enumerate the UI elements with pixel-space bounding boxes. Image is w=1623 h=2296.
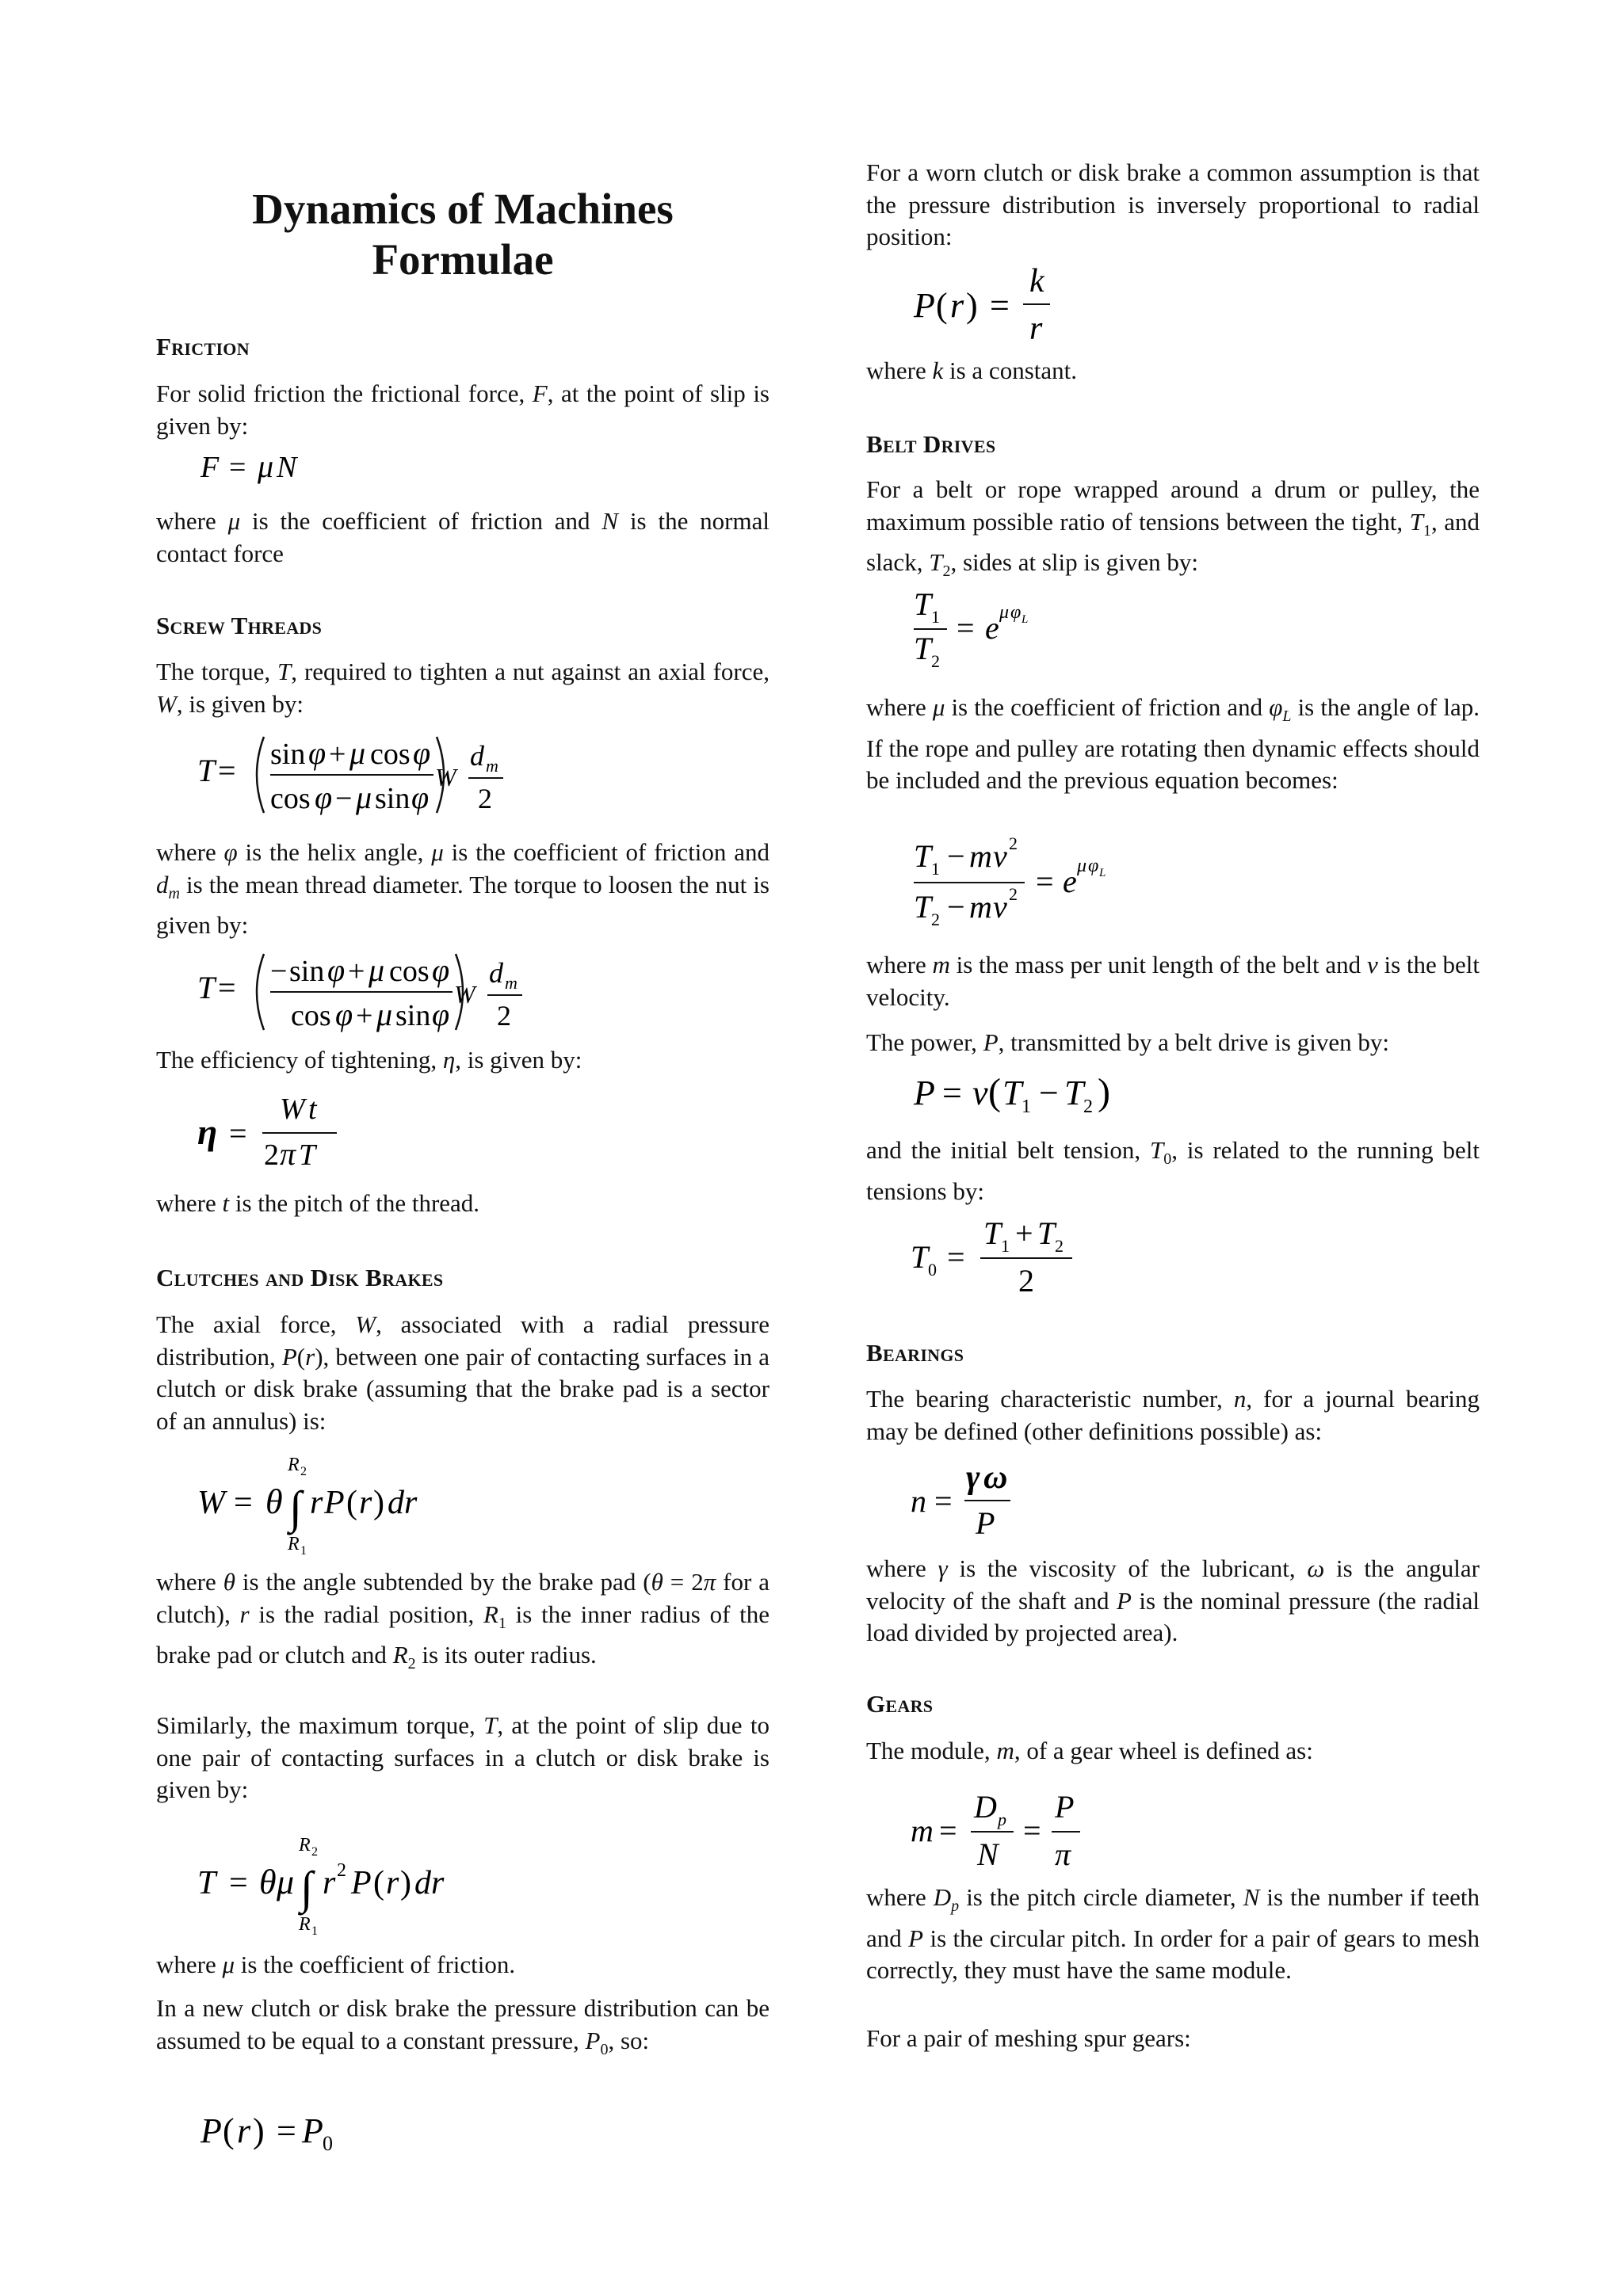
screw-intro: The torque, T, required to tighten a nut against an axial force, W, is given by: (156, 658, 770, 718)
svg-text:2: 2 (311, 1845, 318, 1859)
svg-text:T: T (911, 1239, 929, 1275)
svg-text:=: = (229, 1116, 247, 1151)
svg-text:−: − (270, 955, 288, 988)
svg-text:=: = (934, 1483, 953, 1519)
svg-text:m: m (911, 1813, 934, 1848)
svg-text:∫: ∫ (289, 1482, 302, 1533)
svg-text:0: 0 (928, 1260, 937, 1280)
svg-text:ω: ω (983, 1459, 1008, 1496)
belt-intro: For a belt or rope wrapped around a drum or pulley, the maximum possible ratio of tensions between the tight, $T_1$, and slack, $T_2$, sides at slip is given by: (866, 475, 1480, 581)
svg-text:): ) (1098, 1071, 1110, 1113)
svg-text:W: W (280, 1093, 305, 1126)
svg-text:W: W (197, 1485, 225, 1521)
svg-text:2: 2 (1083, 1097, 1093, 1117)
section-heading-gears: Gears (866, 1690, 934, 1718)
equation-belt-initial (911, 1212, 1101, 1299)
equation-axial-force (197, 1450, 483, 1561)
svg-text:φ: φ (1088, 856, 1099, 876)
svg-text:R: R (299, 1835, 311, 1855)
belt-power-intro: The power, P, transmitted by a belt drive is given by: (866, 1028, 1389, 1056)
svg-text:e: e (1063, 864, 1077, 899)
equation-belt-ratio (914, 583, 1104, 670)
svg-text:2: 2 (497, 1000, 511, 1032)
svg-text:m: m (486, 756, 498, 776)
svg-text:−: − (1039, 1074, 1059, 1112)
svg-text:R: R (288, 1455, 300, 1475)
equation-belt-dynamic (914, 832, 1167, 935)
svg-text:1: 1 (931, 607, 940, 627)
svg-text:θ: θ (259, 1863, 277, 1901)
svg-text:φ: φ (413, 735, 431, 771)
svg-text:P: P (351, 1865, 372, 1901)
svg-text:φ: φ (411, 780, 430, 815)
svg-text:R: R (288, 1534, 300, 1554)
svg-text:T: T (914, 838, 932, 874)
svg-text:T: T (1037, 1215, 1056, 1251)
screw-where: where φ is the helix angle, μ is the coefficient of friction and $d_m$ is the mean thread diameter. The torque to loosen the nut is given by: (156, 838, 769, 940)
svg-text:): ) (253, 2111, 265, 2150)
svg-text:(: ( (223, 2111, 235, 2150)
clutch-axial-where: where θ is the angle subtended by the brake pad (θ = 2π for a clutch), r is the radial position, $R_1$ is the inner radius of the brake pad or clutch and $R_2$ is its outer radius. (156, 1568, 770, 1673)
svg-text:): ) (966, 286, 978, 325)
svg-text:T: T (197, 1865, 216, 1901)
svg-text:P: P (914, 286, 935, 325)
svg-text:=: = (229, 451, 246, 484)
svg-text:+: + (1015, 1215, 1033, 1251)
svg-text:=: = (277, 2111, 296, 2150)
page-title (156, 184, 769, 285)
svg-text:γ: γ (966, 1459, 980, 1496)
svg-text:μ: μ (369, 952, 385, 988)
svg-text:+: + (348, 955, 365, 988)
bearings-intro: The bearing characteristic number, n, for a journal bearing may be defined (other definitions possible) as: (866, 1385, 1480, 1445)
clutch-torque-where: where μ is the coefficient of friction. (156, 1951, 516, 1978)
svg-text:θ: θ (265, 1482, 283, 1521)
clutch-axial-intro: The axial force, W, associated with a radial pressure distribution, P(r), between one pair of contacting surfaces in a clutch or disk brake (assuming that the brake pad is a sector of an annulus) is: (156, 1310, 770, 1435)
equation-gear-module (911, 1786, 1117, 1873)
svg-text:−: − (335, 782, 353, 815)
clutch-torque-intro: Similarly, the maximum torque, T, at the point of slip due to one pair of contacting surfaces in a clutch or disk brake is given by: (156, 1711, 769, 1803)
svg-text:P: P (914, 1074, 935, 1112)
svg-text:R: R (299, 1914, 311, 1935)
clutch-new-intro: In a new clutch or disk brake the pressure distribution can be assumed to be equal to a constant pressure, $P_0$, so: (156, 1994, 769, 2058)
svg-text:e: e (985, 610, 999, 646)
clutch-worn-where: where k is a constant. (866, 357, 1077, 384)
equation-clutch-torque (197, 1830, 483, 1941)
section-heading-screw-threads: Screw Threads (156, 612, 323, 639)
svg-text:2: 2 (1018, 1263, 1034, 1299)
svg-text:μ: μ (999, 602, 1010, 623)
svg-text:φ: φ (335, 997, 353, 1032)
svg-text:φ: φ (308, 735, 327, 771)
svg-text:T: T (197, 970, 216, 1005)
svg-text:L: L (1099, 867, 1106, 879)
svg-text:m: m (969, 838, 992, 874)
svg-text:d: d (470, 740, 484, 772)
svg-text:+: + (329, 738, 346, 771)
svg-text:=: = (229, 1865, 248, 1901)
svg-text:2: 2 (478, 783, 492, 814)
svg-text:π: π (1055, 1836, 1071, 1872)
equation-bearing-number (911, 1456, 1069, 1543)
svg-text:sin: sin (395, 999, 431, 1032)
section-heading-belt-drives: Belt Drives (866, 430, 996, 458)
svg-text:r: r (359, 1485, 372, 1521)
svg-text:=: = (947, 1239, 965, 1275)
gears-intro: The module, m, of a gear wheel is defined as: (866, 1737, 1313, 1764)
svg-text:v: v (972, 1074, 988, 1112)
svg-text:1: 1 (931, 859, 940, 879)
svg-text:cos: cos (291, 999, 331, 1032)
svg-text:(: ( (988, 1071, 1001, 1113)
svg-text:∫: ∫ (300, 1862, 313, 1913)
svg-text:2: 2 (300, 1465, 307, 1478)
svg-text:r: r (1029, 311, 1043, 347)
svg-text:=: = (990, 286, 1010, 325)
svg-text:dr: dr (414, 1865, 445, 1901)
svg-text:1: 1 (1001, 1236, 1010, 1256)
svg-text:dr: dr (388, 1485, 418, 1521)
svg-text:m: m (505, 973, 517, 993)
svg-text:T: T (197, 753, 216, 788)
svg-text:=: = (1036, 864, 1054, 899)
pitch-note: where t is the pitch of the thread. (156, 1189, 480, 1217)
svg-text:η: η (197, 1112, 218, 1152)
svg-text:r: r (237, 2111, 251, 2150)
svg-text:T: T (1064, 1074, 1084, 1112)
title-line-1: Dynamics of Machines (252, 185, 674, 233)
svg-text:π: π (280, 1136, 296, 1172)
svg-text:r: r (310, 1485, 323, 1521)
gears-spur: For a pair of meshing spur gears: (866, 2024, 1191, 2052)
svg-text:r: r (950, 286, 964, 325)
svg-text:=: = (218, 970, 236, 1005)
svg-text:1: 1 (1022, 1097, 1031, 1117)
svg-text:2: 2 (1009, 884, 1018, 904)
equation-tighten-torque (197, 726, 562, 829)
svg-text:=: = (234, 1485, 253, 1521)
bearings-where: where γ is the viscosity of the lubricant, ω is the angular velocity of the shaft and P is the nominal pressure (the radial load divided by projected area). (866, 1554, 1480, 1646)
svg-text:T: T (914, 586, 932, 622)
svg-text:μ: μ (258, 448, 274, 484)
svg-text:μ: μ (1077, 856, 1087, 876)
belt-where-mass: where m is the mass per unit length of the belt and v is the belt velocity. (866, 951, 1480, 1011)
belt-where-lap: where μ is the coefficient of friction and $\varphi_L$ is the angle of lap. If the rope and pulley are rotating then dynamic effects should be included and the previous equation becomes: (866, 693, 1480, 795)
svg-text:W: W (454, 980, 475, 1009)
svg-text:μ: μ (376, 997, 393, 1032)
friction-intro: For solid friction the frictional force, F, at the point of slip is given by: (156, 379, 769, 440)
svg-text:W: W (435, 763, 456, 791)
svg-text:sin: sin (270, 738, 306, 771)
efficiency-intro: The efficiency of tightening, η, is given by: (156, 1046, 582, 1074)
svg-text:0: 0 (323, 2132, 333, 2155)
svg-text:L: L (1022, 613, 1029, 626)
svg-text:v: v (993, 838, 1007, 874)
svg-text:T: T (914, 631, 932, 666)
svg-text:2: 2 (931, 910, 940, 929)
svg-text:p: p (998, 1810, 1006, 1829)
equation-belt-power (914, 1066, 1167, 1122)
clutch-worn-intro: For a worn clutch or disk brake a common assumption is that the pressure distribution is inversely proportional to radial position: (866, 158, 1480, 250)
svg-text:P: P (302, 2111, 323, 2150)
equation-friction (200, 445, 359, 490)
svg-text:(: ( (373, 1865, 384, 1901)
svg-text:P: P (324, 1485, 345, 1521)
svg-text:P: P (976, 1505, 995, 1541)
svg-text:=: = (1023, 1813, 1041, 1848)
svg-text:P: P (200, 2111, 222, 2150)
svg-text:sin: sin (375, 782, 411, 815)
svg-text:cos: cos (370, 738, 411, 771)
svg-text:P: P (1055, 1789, 1075, 1825)
svg-text:φ: φ (1010, 602, 1022, 623)
svg-text:cos: cos (270, 782, 311, 815)
belt-initial-intro: and the initial belt tension, $T_0$, is related to the running belt tensions by: (866, 1136, 1480, 1205)
svg-text:−: − (947, 838, 965, 874)
svg-text:(: ( (936, 286, 948, 325)
equation-new-pressure (200, 2104, 407, 2160)
svg-text:N: N (277, 451, 297, 484)
svg-text:cos: cos (389, 955, 430, 988)
svg-text:2: 2 (1055, 1236, 1064, 1256)
svg-text:F: F (200, 451, 220, 484)
svg-text:μ: μ (356, 780, 372, 815)
svg-text:): ) (373, 1485, 384, 1521)
svg-text:−: − (947, 889, 965, 925)
svg-text:μ: μ (349, 735, 366, 771)
svg-text:T: T (1002, 1074, 1022, 1112)
svg-text:=: = (942, 1074, 962, 1112)
svg-text:N: N (977, 1836, 999, 1872)
svg-text:φ: φ (432, 952, 450, 988)
gears-where: where $D_p$ is the pitch circle diameter, N is the number if teeth and P is the circular pitch. In order for a pair of gears to mesh correctly, they must have the same module. (866, 1883, 1480, 1985)
svg-text:=: = (939, 1813, 957, 1848)
friction-where: where μ is the coefficient of friction and N is the normal contact force (156, 507, 769, 567)
svg-text:sin: sin (289, 955, 325, 988)
svg-text:=: = (957, 610, 975, 646)
section-heading-clutches: Clutches and Disk Brakes (156, 1264, 444, 1291)
svg-text:v: v (993, 889, 1007, 925)
svg-text:T: T (983, 1215, 1002, 1251)
svg-text:2: 2 (337, 1860, 346, 1881)
svg-text:(: ( (346, 1485, 357, 1521)
svg-text:2: 2 (1009, 833, 1018, 853)
svg-text:=: = (218, 753, 236, 788)
section-heading-bearings: Bearings (866, 1339, 964, 1367)
svg-text:1: 1 (300, 1544, 307, 1558)
svg-text:φ: φ (327, 952, 346, 988)
svg-text:T: T (914, 889, 932, 925)
svg-text:φ: φ (432, 997, 450, 1032)
svg-text:φ: φ (315, 780, 333, 815)
equation-loosen-torque (197, 943, 562, 1046)
svg-text:t: t (308, 1093, 317, 1126)
svg-text:r: r (323, 1865, 336, 1901)
svg-text:+: + (356, 999, 373, 1032)
svg-text:2: 2 (931, 651, 940, 671)
svg-text:k: k (1029, 263, 1044, 299)
equation-worn-pressure (914, 260, 1088, 347)
svg-text:d: d (489, 957, 503, 989)
svg-text:μ: μ (277, 1863, 295, 1901)
svg-text:m: m (969, 889, 992, 925)
section-heading-friction: Friction (156, 333, 250, 360)
svg-text:n: n (911, 1483, 926, 1519)
equation-efficiency (197, 1087, 356, 1174)
title-line-2: Formulae (372, 235, 554, 284)
svg-text:r: r (386, 1865, 399, 1901)
svg-text:1: 1 (311, 1924, 318, 1938)
svg-text:T: T (299, 1138, 316, 1172)
svg-text:D: D (974, 1789, 997, 1825)
svg-text:2: 2 (264, 1138, 279, 1172)
svg-text:): ) (400, 1865, 411, 1901)
